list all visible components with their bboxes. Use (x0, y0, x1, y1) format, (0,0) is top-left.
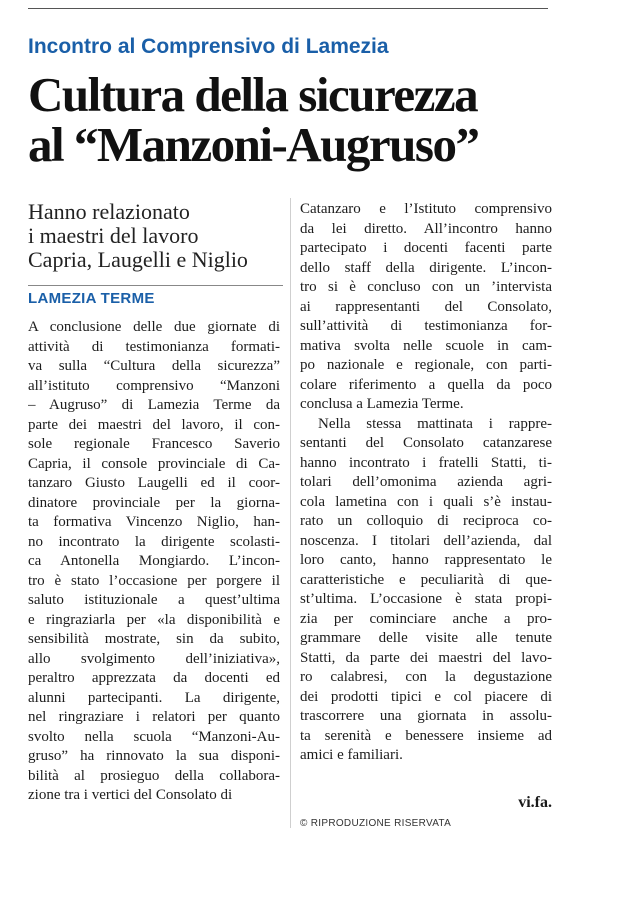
body-line: ta formativa Vincenzo Niglio, han- (28, 514, 280, 530)
body-line: sensibilità mostrate, sin da subito, (28, 631, 280, 647)
body-line: colare riferimento a quella da poco (300, 376, 552, 393)
body-line: mativa svolta nelle scuole in cam- (300, 337, 552, 354)
subheadline-line-3: Capria, Laugelli e Niglio (28, 247, 248, 272)
article-kicker: Incontro al Comprensivo di Lamezia (28, 35, 389, 58)
body-line: gruso” ha rinnovato la sua disponi- (28, 748, 280, 764)
article-subheadline (28, 200, 283, 272)
body-line: nel ringraziare i relatori per quanto (28, 709, 280, 725)
body-line: sull’attività di testimonianza for- (300, 318, 552, 334)
headline-line-2: al “Manzoni-Augruso” (28, 117, 479, 172)
body-line: saluto istituzionale a quest’ultima (28, 592, 280, 608)
body-line: po nazionale e regionale, con parti- (300, 357, 552, 373)
body-line: caratteristiche e peculiarità di que- (300, 571, 552, 588)
body-line: tro si è concluso con un ’intervista (300, 279, 552, 295)
author-signature: vi.fa. (518, 794, 552, 811)
article-headline (28, 67, 553, 172)
column-divider (290, 198, 291, 828)
body-line: zia per cominciare anche a pro- (300, 610, 552, 627)
body-line: da lei diretto. All’incontro hanno (300, 220, 552, 237)
article-body-column-2 (300, 200, 552, 766)
body-line: st’ultima. L’occasione è stata propi- (300, 591, 552, 607)
body-line: bilità al prosieguo della collabora- (28, 767, 280, 784)
article-body-column-1 (28, 318, 280, 806)
body-line: ta serenità e benessere insieme ad (300, 727, 552, 744)
subheadline-line-2: i maestri del lavoro (28, 223, 199, 248)
body-line: dinatore provinciale per la giorna- (28, 494, 280, 511)
body-line: loro canto, hanno rappresentato le (300, 552, 552, 568)
body-line: ca Antonella Mongiardo. L’incon- (28, 553, 280, 569)
body-line: attività di testimonianza formati- (28, 338, 280, 355)
body-line: tolari dell’omonima azienda agri- (300, 474, 552, 490)
body-line: conclusa a Lamezia Terme. (300, 396, 464, 412)
body-line: grammare delle visite alle tenute (300, 630, 552, 646)
body-line: cola lametina con i quali s’è instau- (300, 493, 552, 510)
body-line: Catanzaro e l’Istituto comprensivo (300, 201, 552, 217)
top-rule (28, 8, 548, 9)
body-line: ro calabresi, con la degustazione (300, 669, 552, 685)
dateline-rule (28, 285, 283, 286)
body-line: amici e familiari. (300, 747, 403, 763)
body-line: e ringraziarla per «la disponibilità e (28, 611, 280, 628)
body-line: ai rappresentanti del Consolato, (300, 298, 552, 315)
subheadline-line-1: Hanno relazionato (28, 199, 190, 224)
headline-line-1: Cultura della sicurezza (28, 67, 478, 122)
body-line: sole regionale Francesco Saverio (28, 436, 280, 452)
body-line: hanno incontrato i fratelli Statti, ti- (300, 454, 552, 471)
body-line: allo svolgimento dell’iniziativa», (28, 650, 280, 667)
copyright-notice: © RIPRODUZIONE RISERVATA (300, 818, 452, 829)
body-line: trascorrere una giornata in assolu- (300, 708, 552, 724)
body-line: Statti, da parte dei maestri del lavo- (300, 649, 552, 666)
body-line: no incontrato la dirigente scolasti- (28, 533, 280, 550)
body-line: rato un colloquio di reciproca co- (300, 513, 552, 529)
body-line: Capria, il console provinciale di Ca- (28, 455, 280, 472)
body-line: Nella stessa mattinata i rappre- (318, 415, 552, 432)
body-line: alunni partecipanti. La dirigente, (28, 689, 280, 706)
body-line: all’istituto comprensivo “Manzoni (28, 377, 280, 394)
body-line: – Augruso” di Lamezia Terme da (28, 397, 280, 413)
body-line: sentanti del Consolato catanzarese (300, 435, 552, 451)
body-line: zione tra i vertici del Consolato di (28, 787, 233, 803)
body-line: partecipato i docenti facenti parte (300, 240, 552, 256)
body-line: tanzaro Giusto Laugelli ed il coor- (28, 475, 280, 491)
body-line: svolto nella scuola “Manzoni-Au- (28, 728, 280, 745)
body-line: A conclusione delle due giornate di (28, 319, 280, 335)
body-line: dei prodotti tipici e col piacere di (300, 688, 552, 705)
body-line: va sulla “Cultura della sicurezza” (28, 358, 280, 374)
body-line: peraltro apprezzata da docenti ed (28, 670, 280, 686)
body-line: tro è stato l’occasione per porgere il (28, 572, 280, 589)
body-line: dello staff della dirigente. L’incon- (300, 259, 552, 276)
body-line: noscenza. I titolari dell’azienda, dal (300, 532, 552, 549)
article-dateline: LAMEZIA TERME (28, 290, 155, 307)
body-line: parte dei maestri del lavoro, il con- (28, 416, 280, 433)
